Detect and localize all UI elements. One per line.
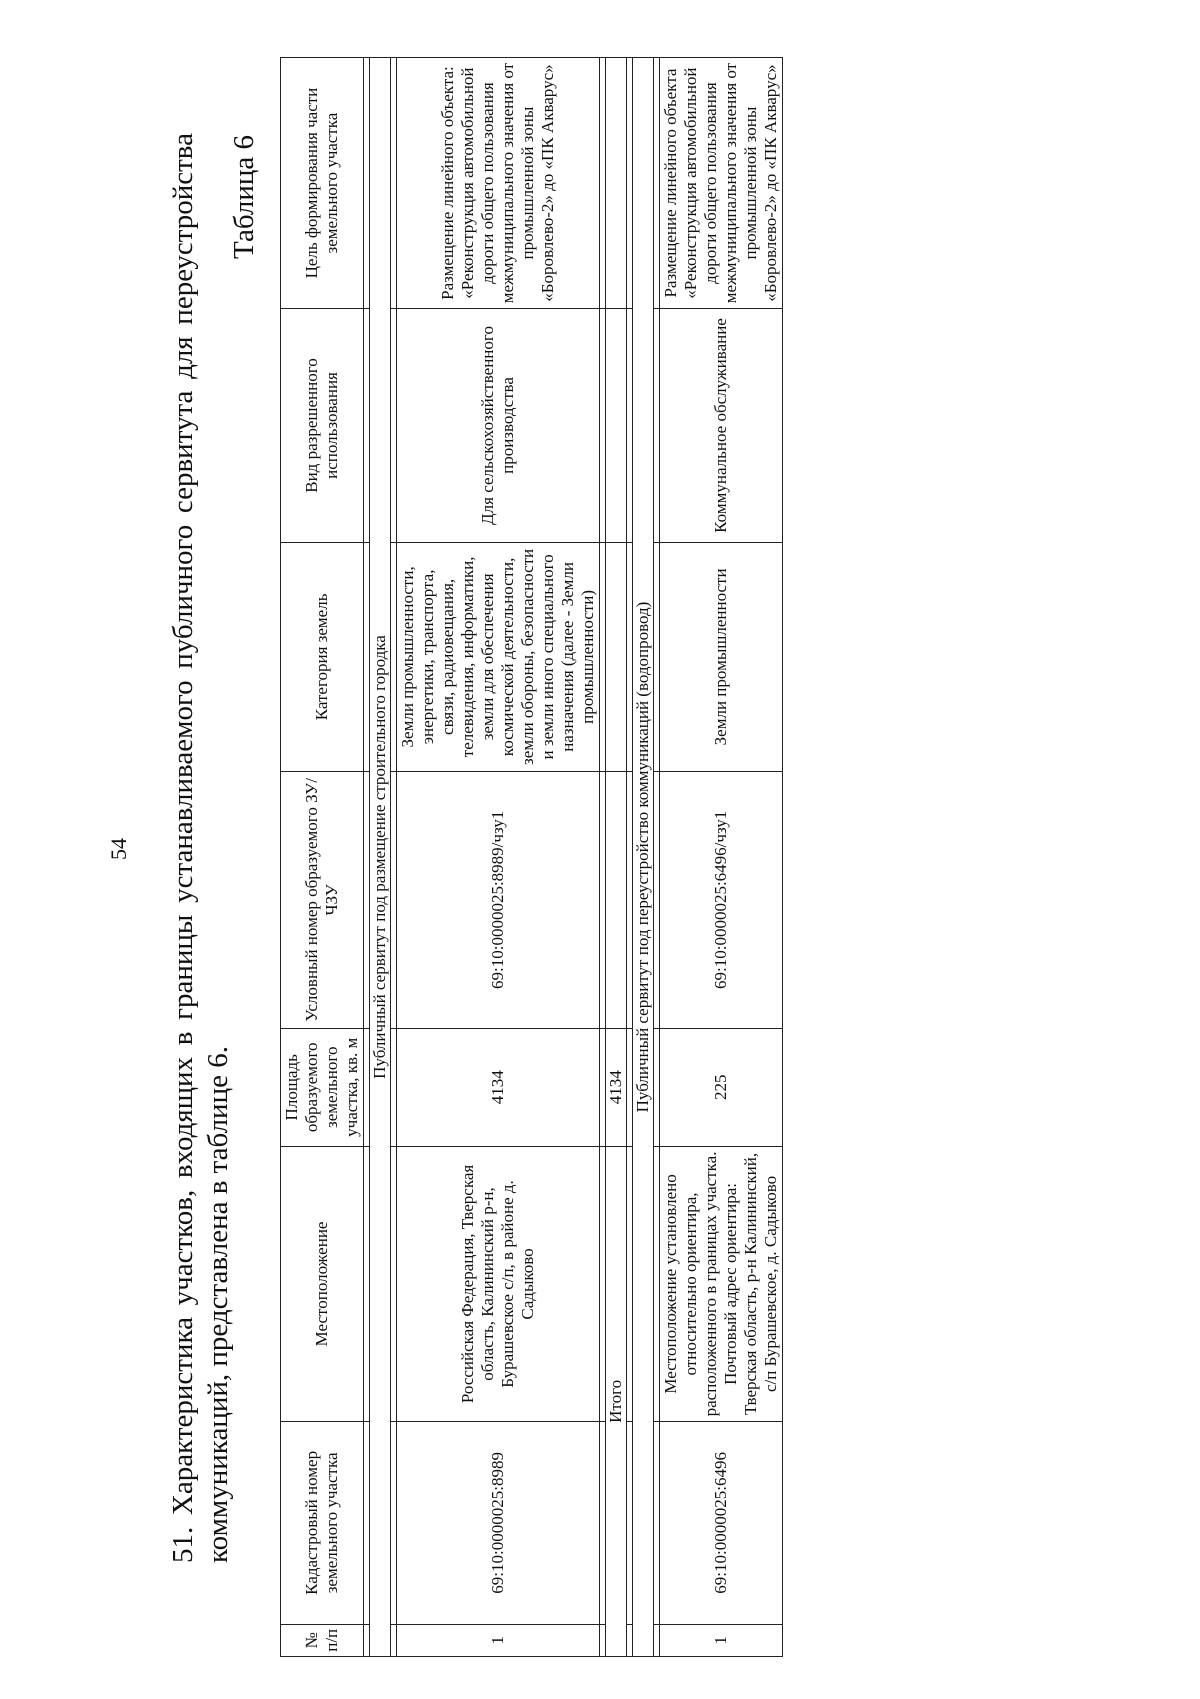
cell-goal: Размещение линейного объекта «Реконструкция автомобильной дороги общего пользования межмуниципального значения от промышленной зоны «Боровлево-2» до «ПК Акварус» (660, 58, 783, 309)
section-title: Публичный сервитут под переустройство коммуникаций (водопровод) (633, 58, 654, 1657)
cell-location: Местоположение установлено относительно ориентира, расположенного в границах участка. Почтовый адрес ориентира: Тверская область, р-н Калининский, с/п Бурашевское, д. Садыково (660, 1146, 783, 1421)
header-cell-goal: Цель формирования части земельного участка (281, 58, 364, 309)
header-cell-area: Площадь образуемого земельного участка, кв. м (281, 1028, 364, 1146)
cell-cadastral: 69:10:0000025:6496 (660, 1422, 783, 1624)
cell-use: Для сельскохозяйственного производства (397, 309, 600, 543)
table-label: Таблица 6 (228, 134, 260, 259)
header-cell-category: Категория земель (281, 542, 364, 771)
total-row (606, 58, 627, 1657)
cell-conditional: 69:10:0000025:8989/чзу1 (397, 771, 600, 1028)
page-number: 54 (106, 838, 131, 860)
total-value: 4134 (606, 1028, 627, 1146)
header-cell-use: Вид разрешенного использования (281, 309, 364, 543)
servitude-table (280, 57, 783, 1657)
cell-area: 4134 (397, 1028, 600, 1146)
cell-conditional: 69:10:0000025:6496/чзу1 (660, 771, 783, 1028)
cell-number: 1 (397, 1624, 600, 1656)
header-cell-location: Местоположение (281, 1146, 364, 1421)
cell-category: Земли промышленности (660, 542, 783, 771)
cell-goal: Размещение линейного объекта: «Реконструкция автомобильной дороги общего пользования межмуниципального значения от промышленной зоны «Боровлево-2» до «ПК Акварус» (397, 58, 600, 309)
header-cell-number: № п/п (281, 1624, 364, 1656)
cell-location: Российская Федерация, Тверская область, Калининский р-н, Бурашевское с/п, в районе д. Садыково (397, 1146, 600, 1421)
section-title-row (633, 58, 654, 1657)
table-row (660, 58, 783, 1657)
header-cell-conditional: Условный номер образуемого ЗУ/ЧЗУ (281, 771, 364, 1028)
cell-cadastral: 69:10:0000025:8989 (397, 1422, 600, 1624)
cell-number: 1 (660, 1624, 783, 1656)
cell-category: Земли промышленности, энергетики, транспорта, связи, радиовещания, телевидения, информатики, земли для обеспечения космической деятельности, земли обороны, безопасности и земли иного специального назначения (далее - Земли промышленности) (397, 542, 600, 771)
section-heading (166, 133, 236, 1563)
heading-line-1: 51. Характеристика участков, входящих в границы устанавливаемого публичного сервитута для переустройства (167, 133, 199, 1563)
section-title: Публичный сервитут под размещение строительного городка (370, 58, 391, 1657)
header-cell-cadastral: Кадастровый номер земельного участка (281, 1422, 364, 1624)
heading-line-2: коммуникаций, представлена в таблице 6. (202, 1046, 234, 1563)
table-row (397, 58, 600, 1657)
cell-area: 225 (660, 1028, 783, 1146)
section-title-row (370, 58, 391, 1657)
total-label: Итого (606, 1146, 627, 1656)
cell-use: Коммунальное обслуживание (660, 309, 783, 543)
table-header-row (281, 58, 364, 1657)
